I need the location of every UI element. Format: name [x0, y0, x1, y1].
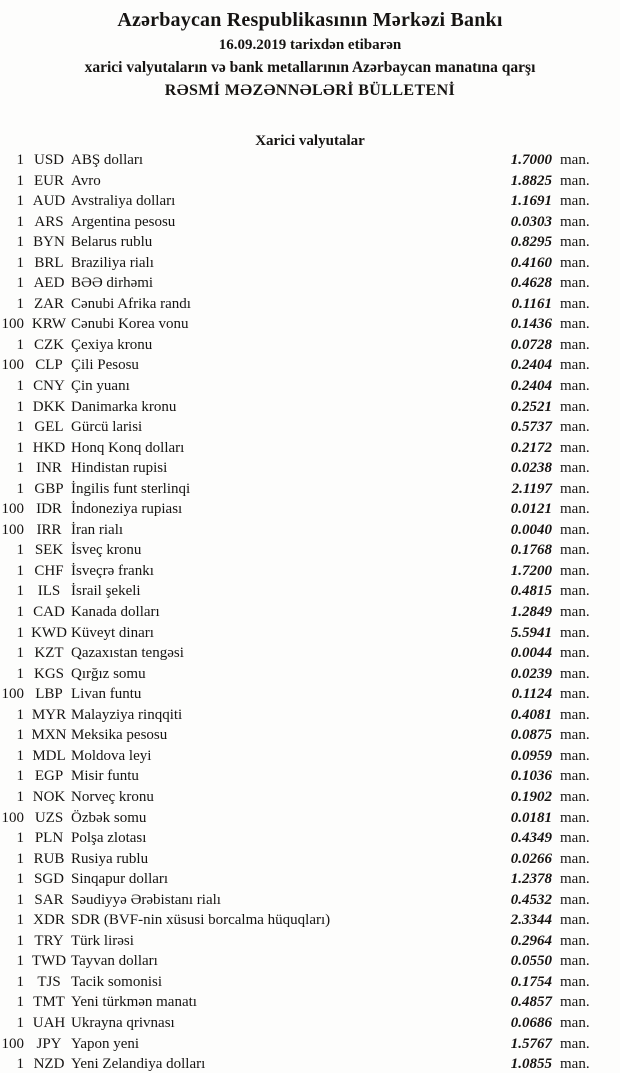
currency-unit-label: man.	[560, 1014, 590, 1031]
currency-quantity: 100	[1, 686, 24, 703]
currency-code: KWD	[31, 624, 67, 641]
description-line: xarici valyutaların və bank metallarının Azərbaycan manatına qarşı	[84, 59, 536, 76]
currency-quantity: 1	[16, 254, 24, 271]
currency-rate: 0.4628	[510, 275, 552, 292]
currency-name: Misir funtu	[71, 768, 139, 785]
rate-row	[0, 232, 620, 253]
currency-unit-label: man.	[560, 953, 590, 970]
rate-row	[0, 150, 620, 171]
currency-code: SEK	[34, 542, 64, 559]
rate-row	[0, 1034, 620, 1055]
currency-rate: 0.0181	[510, 809, 552, 826]
currency-rate: 1.2849	[510, 604, 552, 621]
currency-quantity: 1	[16, 932, 24, 949]
rate-row	[0, 808, 620, 829]
currency-name: Tayvan dolları	[71, 953, 158, 970]
currency-code: TMT	[33, 994, 65, 1011]
currency-code: ZAR	[34, 295, 64, 312]
currency-rate: 0.4532	[510, 891, 552, 908]
currency-code: BRL	[34, 254, 64, 271]
currency-rate: 1.2378	[510, 871, 552, 888]
currency-rate: 0.4857	[510, 994, 552, 1011]
currency-rate: 2.3344	[510, 912, 552, 929]
currency-quantity: 1	[16, 562, 24, 579]
currency-rate: 0.0728	[510, 336, 552, 353]
currency-quantity: 1	[16, 953, 24, 970]
currency-name: Gürcü larisi	[71, 419, 143, 436]
currency-code: TWD	[31, 953, 67, 970]
currency-name: Ukrayna qrivnası	[71, 1014, 175, 1031]
currency-rate: 0.2964	[510, 932, 552, 949]
currency-unit-label: man.	[560, 152, 590, 168]
currency-rate: 0.4815	[510, 583, 552, 600]
currency-name: Avstraliya dolları	[71, 193, 176, 210]
currency-unit-label: man.	[560, 788, 590, 805]
currency-rate: 0.0040	[510, 521, 552, 538]
currency-unit-label: man.	[560, 398, 590, 415]
currency-rate: 1.0855	[510, 1056, 552, 1073]
rate-row	[0, 540, 620, 561]
currency-unit-label: man.	[560, 254, 590, 271]
currency-quantity: 1	[16, 542, 24, 559]
currency-quantity: 1	[16, 645, 24, 662]
currency-unit-label: man.	[560, 501, 590, 518]
currency-rate: 0.0550	[510, 953, 552, 970]
currency-quantity: 100	[1, 357, 24, 374]
currency-code: BYN	[33, 234, 65, 251]
currency-rate: 0.0959	[510, 747, 552, 764]
currency-rate: 0.0239	[510, 665, 552, 682]
currency-unit-label: man.	[560, 480, 590, 497]
currency-quantity: 1	[16, 234, 24, 251]
currency-code: TRY	[34, 932, 64, 949]
rate-row	[0, 951, 620, 972]
currency-code: UZS	[34, 809, 64, 826]
effective-date-line: 16.09.2019 tarixdən etibarən	[218, 37, 402, 53]
currency-name: Türk lirəsi	[71, 932, 134, 949]
currency-quantity: 100	[1, 316, 24, 333]
currency-code: CAD	[33, 604, 65, 621]
currency-name: Braziliya rialı	[71, 254, 154, 271]
rate-row	[0, 931, 620, 952]
currency-unit-label: man.	[560, 932, 590, 949]
currency-quantity: 1	[16, 378, 24, 395]
currency-unit-label: man.	[560, 562, 590, 579]
currency-unit-label: man.	[560, 850, 590, 867]
currency-quantity: 1	[16, 583, 24, 600]
currency-name: Rusiya rublu	[71, 850, 149, 867]
currency-quantity: 1	[16, 193, 24, 210]
rate-row	[0, 705, 620, 726]
currency-name: İngilis funt sterlinqi	[71, 480, 191, 497]
currency-name: BƏƏ dirhəmi	[71, 275, 154, 292]
currency-unit-label: man.	[560, 912, 590, 929]
currency-name: Kanada dolları	[71, 604, 160, 621]
currency-unit-label: man.	[560, 542, 590, 559]
currency-quantity: 1	[16, 152, 24, 168]
rate-row	[0, 746, 620, 767]
currency-quantity: 1	[16, 727, 24, 744]
currency-rate: 1.5767	[510, 1035, 552, 1052]
currency-code: SGD	[33, 871, 64, 888]
rate-row	[0, 438, 620, 459]
currency-code: INR	[36, 460, 62, 477]
currency-unit-label: man.	[560, 768, 590, 785]
currency-code: HKD	[32, 439, 66, 456]
rate-row	[0, 664, 620, 685]
exchange-rates-table	[0, 150, 620, 1073]
rate-row	[0, 355, 620, 376]
currency-unit-label: man.	[560, 1035, 590, 1052]
currency-name: Yapon yeni	[71, 1035, 140, 1052]
rate-row	[0, 314, 620, 335]
rate-row	[0, 766, 620, 787]
currency-name: Özbək somu	[71, 809, 147, 826]
currency-code: KZT	[34, 645, 64, 662]
rate-row	[0, 520, 620, 541]
currency-rate: 0.1902	[510, 788, 552, 805]
currency-quantity: 1	[16, 1056, 24, 1073]
currency-quantity: 1	[16, 973, 24, 990]
currency-name: Danimarka kronu	[71, 398, 177, 415]
currency-unit-label: man.	[560, 645, 590, 662]
currency-rate: 0.0266	[510, 850, 552, 867]
rate-row	[0, 910, 620, 931]
rate-row	[0, 561, 620, 582]
currency-code: IRR	[36, 521, 62, 538]
currency-code: XDR	[33, 912, 65, 929]
currency-rate: 0.0044	[510, 645, 552, 662]
rate-row	[0, 581, 620, 602]
currency-rate: 0.0686	[510, 1014, 552, 1031]
currency-code: MXN	[31, 727, 67, 744]
currency-unit-label: man.	[560, 336, 590, 353]
currency-name: Hindistan rupisi	[71, 460, 168, 477]
rate-row	[0, 972, 620, 993]
currency-unit-label: man.	[560, 193, 590, 210]
currency-name: Cənubi Afrika randı	[71, 295, 191, 312]
currency-quantity: 1	[16, 1014, 24, 1031]
currency-name: Norveç kronu	[71, 788, 154, 805]
currency-code: DKK	[32, 398, 66, 415]
currency-quantity: 1	[16, 213, 24, 230]
currency-rate: 0.2404	[510, 357, 552, 374]
currency-rate: 0.0875	[510, 727, 552, 744]
rate-row	[0, 191, 620, 212]
currency-code: UAH	[32, 1014, 66, 1031]
currency-unit-label: man.	[560, 213, 590, 230]
currency-code: CHF	[34, 562, 64, 579]
currency-unit-label: man.	[560, 295, 590, 312]
currency-rate: 0.0303	[510, 213, 552, 230]
currency-quantity: 1	[16, 768, 24, 785]
rate-row	[0, 623, 620, 644]
rate-row	[0, 1013, 620, 1034]
rate-row	[0, 643, 620, 664]
currency-rate: 5.5941	[510, 624, 552, 641]
currency-name: İran rialı	[71, 521, 124, 538]
currency-unit-label: man.	[560, 439, 590, 456]
currency-code: TJS	[37, 973, 61, 990]
currency-unit-label: man.	[560, 521, 590, 538]
currency-rate: 1.7000	[510, 152, 552, 168]
rate-row	[0, 335, 620, 356]
currency-name: SDR (BVF-nin xüsusi borcalma hüquqları)	[71, 912, 331, 929]
currency-code: PLN	[34, 830, 64, 847]
currency-unit-label: man.	[560, 378, 590, 395]
currency-code: MYR	[31, 706, 67, 723]
currency-unit-label: man.	[560, 727, 590, 744]
currency-quantity: 1	[16, 439, 24, 456]
currency-rate: 0.4160	[510, 254, 552, 271]
currency-quantity: 100	[1, 1035, 24, 1052]
currency-code: IDR	[36, 501, 62, 518]
currency-name: Çili Pesosu	[71, 357, 139, 374]
currency-unit-label: man.	[560, 583, 590, 600]
currency-quantity: 100	[1, 809, 24, 826]
currency-name: Qırğız somu	[71, 665, 146, 682]
section-title-foreign-currencies: Xarici valyutalar	[255, 133, 365, 149]
currency-quantity: 1	[16, 850, 24, 867]
currency-quantity: 100	[1, 501, 24, 518]
currency-code: AUD	[32, 193, 66, 210]
rate-row	[0, 458, 620, 479]
currency-quantity: 1	[16, 295, 24, 312]
currency-name: Moldova leyi	[71, 747, 152, 764]
currency-rate: 0.1161	[511, 295, 552, 312]
currency-name: ABŞ dolları	[71, 152, 144, 168]
currency-rate: 1.1691	[510, 193, 552, 210]
currency-quantity: 1	[16, 604, 24, 621]
currency-code: SAR	[34, 891, 64, 908]
currency-quantity: 1	[16, 994, 24, 1011]
currency-rate: 0.5737	[510, 419, 552, 436]
currency-code: CLP	[35, 357, 63, 374]
currency-name: Yeni Zelandiya dolları	[71, 1056, 206, 1073]
currency-rate: 0.1036	[510, 768, 552, 785]
currency-code: KGS	[33, 665, 64, 682]
currency-code: CZK	[34, 336, 64, 353]
rate-row	[0, 725, 620, 746]
currency-unit-label: man.	[560, 1056, 590, 1073]
currency-rate: 0.1754	[510, 973, 552, 990]
currency-name: Küveyt dinarı	[71, 624, 154, 641]
rate-row	[0, 992, 620, 1013]
currency-code: JPY	[36, 1035, 62, 1052]
currency-quantity: 1	[16, 480, 24, 497]
currency-unit-label: man.	[560, 316, 590, 333]
currency-name: Çin yuanı	[71, 378, 130, 395]
currency-code: EGP	[34, 768, 64, 785]
bulletin-title: RƏSMİ MƏZƏNNƏLƏRİ BÜLLETENİ	[164, 82, 456, 99]
rate-row	[0, 294, 620, 315]
currency-rate: 0.1124	[511, 686, 552, 703]
currency-unit-label: man.	[560, 686, 590, 703]
currency-quantity: 1	[16, 665, 24, 682]
currency-name: Yeni türkmən manatı	[71, 994, 197, 1011]
currency-name: Qazaxıstan tengəsi	[71, 645, 184, 662]
rate-row	[0, 602, 620, 623]
currency-quantity: 1	[16, 419, 24, 436]
rate-row	[0, 684, 620, 705]
currency-unit-label: man.	[560, 871, 590, 888]
rate-row	[0, 273, 620, 294]
document-header	[0, 0, 620, 102]
currency-rate: 0.4081	[510, 706, 552, 723]
rate-row	[0, 828, 620, 849]
currency-code: CNY	[33, 378, 65, 395]
currency-quantity: 1	[16, 871, 24, 888]
currency-unit-label: man.	[560, 891, 590, 908]
currency-code: GBP	[34, 480, 64, 497]
currency-name: Belarus rublu	[71, 234, 153, 251]
currency-name: Cənubi Korea vonu	[71, 316, 189, 333]
currency-rate: 0.0238	[510, 460, 552, 477]
currency-quantity: 100	[1, 521, 24, 538]
currency-name: İsveçrə frankı	[71, 562, 154, 579]
currency-quantity: 1	[16, 830, 24, 847]
currency-name: Argentina pesosu	[71, 213, 176, 230]
currency-rate: 0.1768	[510, 542, 552, 559]
currency-unit-label: man.	[560, 419, 590, 436]
currency-code: NOK	[32, 788, 66, 805]
currency-code: KRW	[31, 316, 67, 333]
currency-rate: 0.2404	[510, 378, 552, 395]
currency-quantity: 1	[16, 275, 24, 292]
currency-name: İsrail şekeli	[71, 583, 141, 600]
rate-row	[0, 787, 620, 808]
currency-rate: 1.8825	[510, 172, 552, 189]
currency-name: İsveç kronu	[71, 542, 142, 559]
currency-unit-label: man.	[560, 357, 590, 374]
rate-row	[0, 212, 620, 233]
currency-name: Səudiyyə Ərəbistanı rialı	[71, 891, 221, 908]
currency-quantity: 1	[16, 912, 24, 929]
currency-unit-label: man.	[560, 172, 590, 189]
currency-code: ARS	[34, 213, 64, 230]
currency-quantity: 1	[16, 891, 24, 908]
currency-rate: 0.1436	[510, 316, 552, 333]
currency-quantity: 1	[16, 706, 24, 723]
currency-unit-label: man.	[560, 994, 590, 1011]
currency-unit-label: man.	[560, 624, 590, 641]
currency-name: Honq Konq dolları	[71, 439, 185, 456]
rate-row	[0, 869, 620, 890]
currency-code: USD	[33, 152, 64, 168]
currency-quantity: 1	[16, 336, 24, 353]
rate-row	[0, 849, 620, 870]
currency-name: Avro	[71, 172, 101, 189]
rate-row	[0, 171, 620, 192]
currency-quantity: 1	[16, 747, 24, 764]
currency-unit-label: man.	[560, 604, 590, 621]
currency-name: Meksika pesosu	[71, 727, 168, 744]
currency-unit-label: man.	[560, 460, 590, 477]
currency-quantity: 1	[16, 398, 24, 415]
currency-unit-label: man.	[560, 973, 590, 990]
currency-unit-label: man.	[560, 275, 590, 292]
rate-row	[0, 1054, 620, 1073]
currency-name: Tacik somonisi	[71, 973, 163, 990]
currency-rate: 1.7200	[510, 562, 552, 579]
currency-code: MDL	[32, 747, 66, 764]
rate-row	[0, 417, 620, 438]
currency-quantity: 1	[16, 460, 24, 477]
currency-code: NZD	[33, 1056, 65, 1073]
rate-row	[0, 479, 620, 500]
currency-code: AED	[33, 275, 65, 292]
currency-name: İndoneziya rupiası	[71, 501, 183, 518]
currency-rate: 0.4349	[510, 830, 552, 847]
currency-rate: 2.1197	[511, 480, 552, 497]
rate-row	[0, 397, 620, 418]
currency-unit-label: man.	[560, 830, 590, 847]
currency-rate: 0.8295	[510, 234, 552, 251]
currency-quantity: 1	[16, 788, 24, 805]
rate-row	[0, 253, 620, 274]
currency-unit-label: man.	[560, 809, 590, 826]
currency-unit-label: man.	[560, 747, 590, 764]
rate-row	[0, 499, 620, 520]
currency-code: LBP	[35, 686, 63, 703]
currency-rate: 0.2172	[510, 439, 552, 456]
currency-quantity: 1	[16, 172, 24, 189]
currency-unit-label: man.	[560, 234, 590, 251]
currency-unit-label: man.	[560, 665, 590, 682]
currency-name: Sinqapur dolları	[71, 871, 169, 888]
bank-title: Azərbaycan Respublikasının Mərkəzi Bankı	[117, 9, 503, 31]
currency-code: GEL	[34, 419, 64, 436]
currency-code: ILS	[37, 583, 61, 600]
currency-name: Malayziya rinqqiti	[71, 706, 183, 723]
currency-name: Livan funtu	[71, 686, 142, 703]
currency-rate: 0.2521	[510, 398, 552, 415]
currency-name: Polşa zlotası	[71, 830, 147, 847]
currency-name: Çexiya kronu	[71, 336, 153, 353]
currency-code: RUB	[33, 850, 65, 867]
currency-rate: 0.0121	[510, 501, 552, 518]
rate-row	[0, 890, 620, 911]
currency-unit-label: man.	[560, 706, 590, 723]
currency-quantity: 1	[16, 624, 24, 641]
rate-row	[0, 376, 620, 397]
currency-code: EUR	[34, 172, 64, 189]
